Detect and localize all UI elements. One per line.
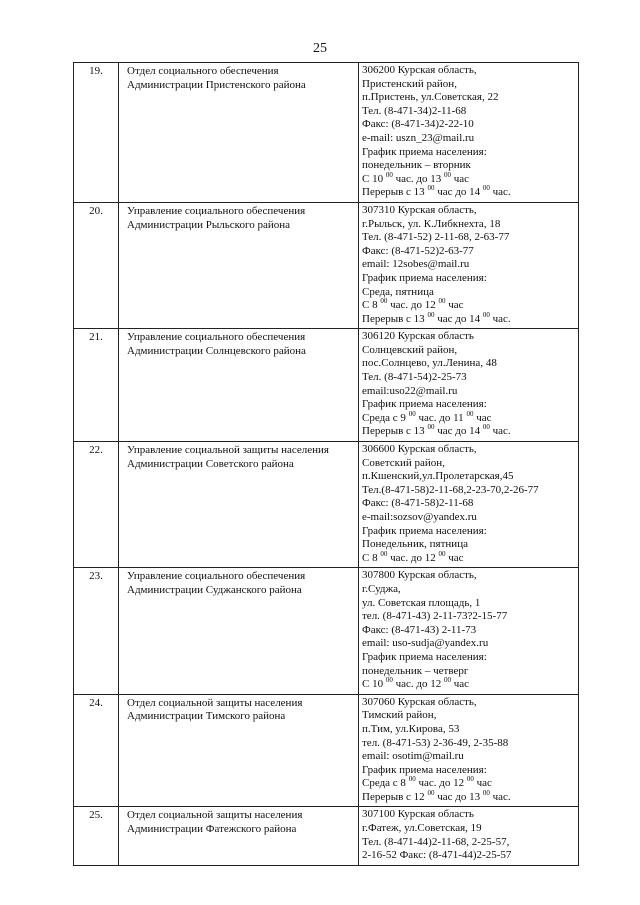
contact-line: Пристенский район, (362, 77, 457, 90)
contact-line: Понедельник, пятница (362, 538, 468, 551)
contact-line: 306200 Курская область, (362, 64, 477, 76)
table-row (74, 568, 579, 694)
contact-line: С 8 $^{00}$ час. до 12 $^{00}$ час (362, 297, 464, 312)
contact-line: п.Пристень, ул.Советская, 22 (362, 91, 499, 104)
contact-info (359, 63, 579, 203)
row-number: 25. (74, 807, 119, 865)
contact-line: Тел. (8-471-44)2-11-68, 2-25-57, (362, 835, 510, 848)
table-row (74, 63, 579, 203)
contact-line: График приема населения: (362, 763, 487, 776)
contact-line: Перерыв с 13 $^{00}$ час до 14 $^{00}$ час. (362, 423, 511, 438)
contact-line: e-mail: uszn_23@mail.ru (362, 131, 475, 144)
row-number: 20. (74, 202, 119, 328)
contact-line: email: osotim@mail.ru (362, 750, 464, 763)
contact-line: Тел. (8-471-54)2-25-73 (362, 371, 467, 384)
contact-line: Среда с 9 $^{00}$ час. до 11 $^{00}$ час (362, 409, 492, 424)
contact-line: п.Тим, ул.Кирова, 53 (362, 722, 460, 735)
contact-line: Тел.(8-471-58)2-11-68,2-23-70,2-26-77 (362, 483, 539, 496)
contact-line: Перерыв с 12 $^{00}$ час до 13 $^{00}$ час. (362, 788, 511, 803)
contact-line: 307100 Курская область (362, 808, 474, 821)
row-number: 19. (74, 63, 119, 203)
row-number: 23. (74, 568, 119, 694)
contact-line: 306120 Курская область (362, 330, 474, 343)
contact-line: 307800 Курская область, (362, 569, 477, 582)
contact-line: понедельник – четверг (362, 664, 469, 677)
contact-line: С 10 $^{00}$ час. до 13 $^{00}$ час (362, 170, 470, 185)
contact-line: График приема населения: (362, 398, 487, 411)
contact-line: 307310 Курская область, (362, 203, 477, 216)
contact-info (359, 202, 579, 328)
contact-line: ул. Советская площадь, 1 (362, 596, 481, 609)
contact-line: График приема населения: (362, 145, 487, 158)
contact-line: Факс: (8-471-58)2-11-68 (362, 497, 474, 510)
row-number: 22. (74, 442, 119, 568)
contact-line: Перерыв с 13 $^{00}$ час до 14 $^{00}$ час. (362, 184, 511, 199)
contact-line: Факс: (8-471-34)2-22-10 (362, 118, 474, 131)
table-row (74, 694, 579, 807)
table-row (74, 442, 579, 568)
contact-line: 2-16-52 Факс: (8-471-44)2-25-57 (362, 849, 512, 862)
contact-line: г.Суджа, (362, 582, 401, 595)
contact-line: г.Фатеж, ул.Советская, 19 (362, 822, 482, 835)
contact-info (359, 329, 579, 442)
contact-line: График приема населения: (362, 650, 487, 663)
contact-line: Среда с 8 $^{00}$ час. до 12 $^{00}$ час (362, 775, 492, 790)
contact-line: email: 12sobes@mail.ru (362, 258, 470, 271)
page-number: 25 (313, 41, 327, 56)
contact-line: 306600 Курская область, (362, 443, 477, 456)
department-name: Отдел социальной защиты населения Администрации Фатежского района (119, 807, 359, 865)
contact-info (359, 694, 579, 807)
contact-line: Тел. (8-471-34)2-11-68 (362, 104, 467, 117)
department-name: Управление социального обеспечения Администрации Солнцевского района (119, 329, 359, 442)
contact-line: email: uso-sudja@yandex.ru (362, 637, 489, 650)
contact-line: п.Кшенский,ул.Пролетарская,45 (362, 470, 514, 483)
contact-line: Советский район, (362, 456, 445, 469)
row-number: 21. (74, 329, 119, 442)
social-services-table (73, 62, 579, 866)
contact-line: График приема населения: (362, 271, 487, 284)
contact-line: тел. (8-471-43) 2-11-73?2-15-77 (362, 610, 508, 623)
contact-line: С 10 $^{00}$ час. до 12 $^{00}$ час (362, 676, 470, 691)
contact-line: График приема населения: (362, 524, 487, 537)
contact-line: Солнцевский район, (362, 343, 458, 356)
table-body (74, 63, 579, 866)
contact-line: Среда, пятница (362, 285, 434, 298)
department-name: Отдел социального обеспечения Администрации Пристенского района (119, 63, 359, 203)
department-name: Управление социальной защиты населения Администрации Советского района (119, 442, 359, 568)
contact-line: пос.Солнцево, ул.Ленина, 48 (362, 357, 497, 370)
contact-line: Перерыв с 13 $^{00}$ час до 14 $^{00}$ час. (362, 310, 511, 325)
contact-line: e-mail:sozsov@yandex.ru (362, 511, 477, 523)
row-number: 24. (74, 694, 119, 807)
contact-info (359, 807, 579, 865)
contact-info (359, 442, 579, 568)
table-row (74, 329, 579, 442)
contact-line: 307060 Курская область, (362, 695, 477, 708)
contact-line: Факс: (8-471-52)2-63-77 (362, 244, 474, 257)
department-name: Управление социального обеспечения Администрации Рыльского района (119, 202, 359, 328)
contact-line: тел. (8-471-53) 2-36-49, 2-35-88 (362, 736, 509, 749)
table-row (74, 202, 579, 328)
department-name: Управление социального обеспечения Администрации Суджанского района (119, 568, 359, 694)
contact-line: email:uso22@mail.ru (362, 384, 458, 397)
contact-line: Факс: (8-471-43) 2-11-73 (362, 623, 477, 636)
contact-info (359, 568, 579, 694)
contact-line: г.Рыльск, ул. К.Либкнехта, 18 (362, 217, 501, 230)
department-name: Отдел социальной защиты населения Администрации Тимского района (119, 694, 359, 807)
contact-line: понедельник – вторник (362, 159, 471, 172)
contact-line: Тимский район, (362, 709, 437, 722)
contact-line: Тел. (8-471-52) 2-11-68, 2-63-77 (362, 231, 510, 244)
table-row (74, 807, 579, 865)
contact-line: С 8 $^{00}$ час. до 12 $^{00}$ час (362, 549, 464, 564)
